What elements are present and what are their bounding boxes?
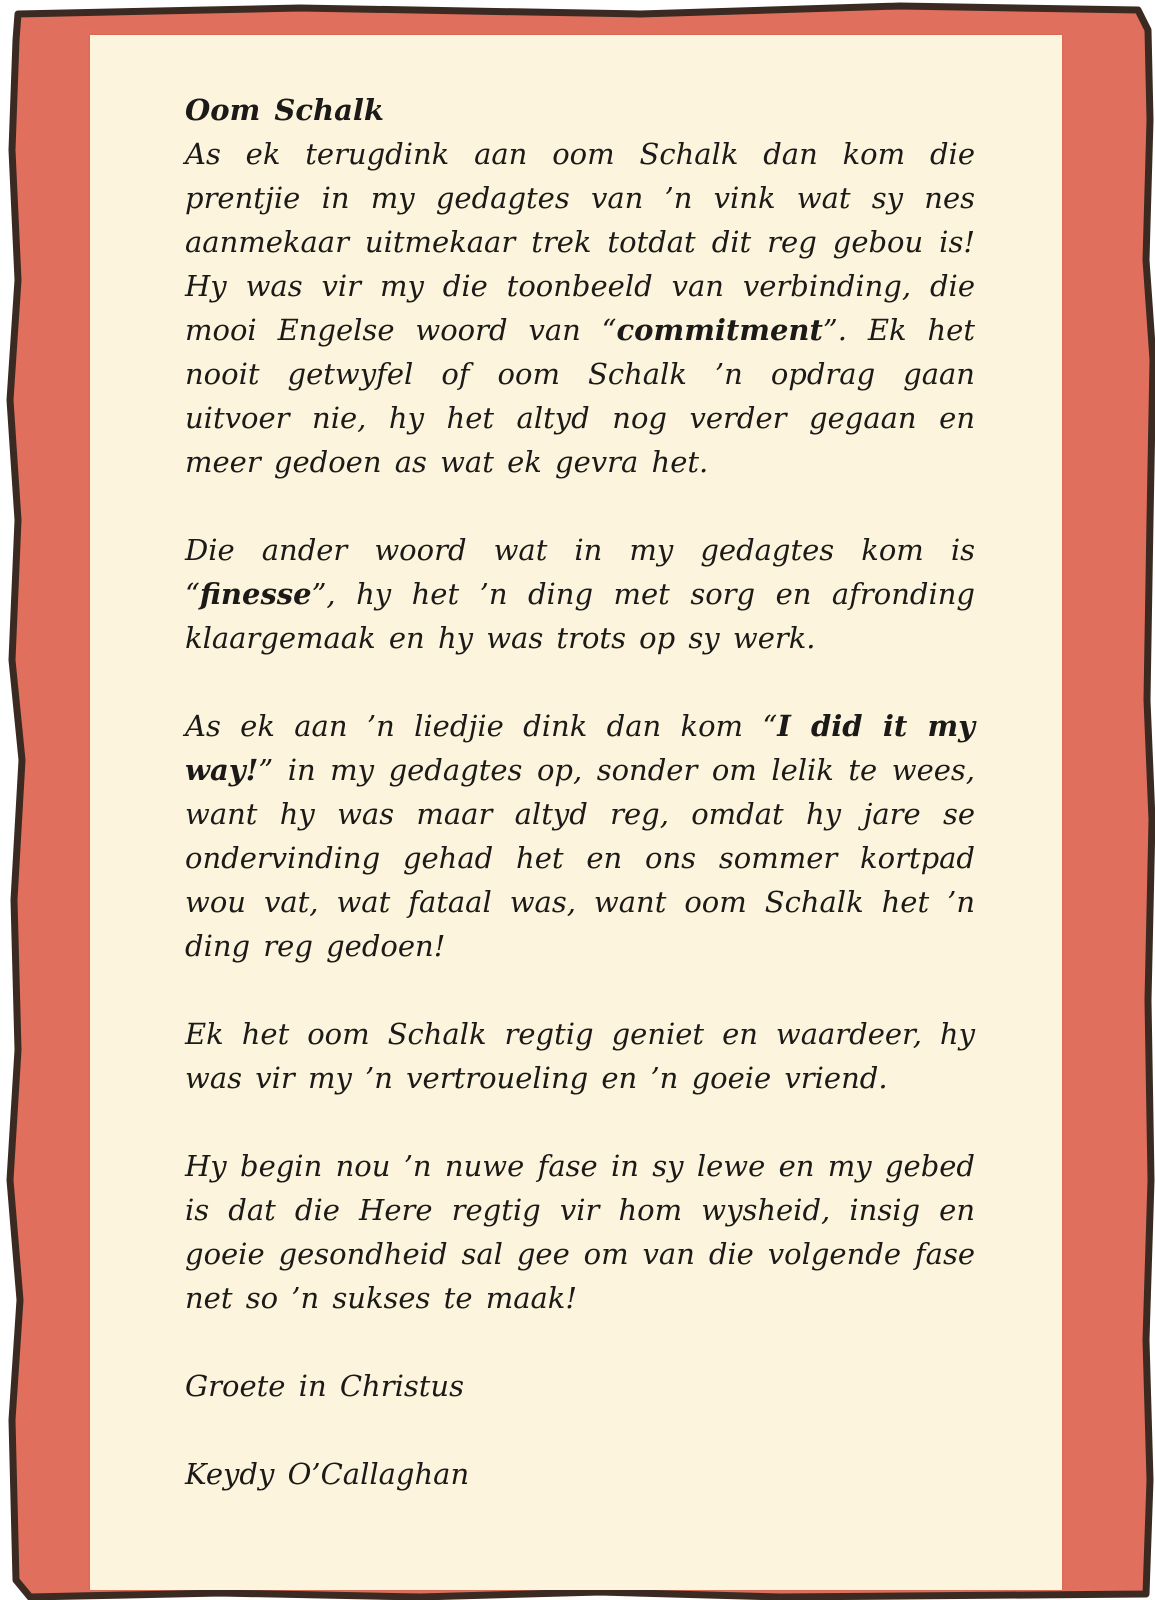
paragraph-text: Die ander woord wat in my gedagtes kom is “ — [185, 533, 975, 611]
letter-body — [185, 88, 975, 1496]
paragraph-prayer: Hy begin nou ’n nuwe fase in sy lewe en my gebed is dat die Here regtig vir hom wysheid, insig en goeie gesondheid sal gee om van die volgende fase net so ’n sukses te maak! — [185, 1149, 975, 1315]
letter-signature: Keydy O’Callaghan — [185, 1457, 470, 1491]
emphasized-word: finesse — [199, 577, 312, 611]
paragraph-text: As ek aan ’n liedjie dink dan kom “ — [185, 709, 778, 743]
paragraph-appreciation: Ek het oom Schalk regtig geniet en waardeer, hy was vir my ’n vertroueling en ’n goeie vriend. — [185, 1017, 975, 1095]
emphasized-phrase: I did it my way! — [185, 709, 975, 787]
emphasized-word: commitment — [616, 313, 823, 347]
letter-closing: Groete in Christus — [185, 1369, 464, 1403]
paragraph-my-way — [185, 704, 975, 968]
paragraph-text: ” in my gedagtes op, sonder om lelik te wees, want hy was maar altyd reg, omdat hy jare se ondervinding gehad het en ons sommer kortpad wou vat, wat fataal was, want oom Schalk het ’n ding reg gedoen! — [185, 753, 975, 963]
paragraph-finesse — [185, 528, 975, 660]
paragraph-commitment — [185, 132, 975, 484]
paragraph-text: ”, hy het ’n ding met sorg en afronding klaargemaak en hy was trots op sy werk. — [185, 577, 975, 655]
letter-heading: Oom Schalk — [185, 93, 384, 127]
paragraph-text: ”. Ek het nooit getwyfel of oom Schalk ’n opdrag gaan uitvoer nie, hy het altyd nog verder gegaan en meer gedoen as wat ek gevra het. — [185, 313, 975, 479]
paragraph-text: As ek terugdink aan oom Schalk dan kom die prentjie in my gedagtes van ’n vink wat sy nes aanmekaar uitmekaar trek totdat dit reg gebou is! Hy was vir my die toonbeeld van verbinding, die mooi Engelse woord van “ — [185, 137, 975, 347]
